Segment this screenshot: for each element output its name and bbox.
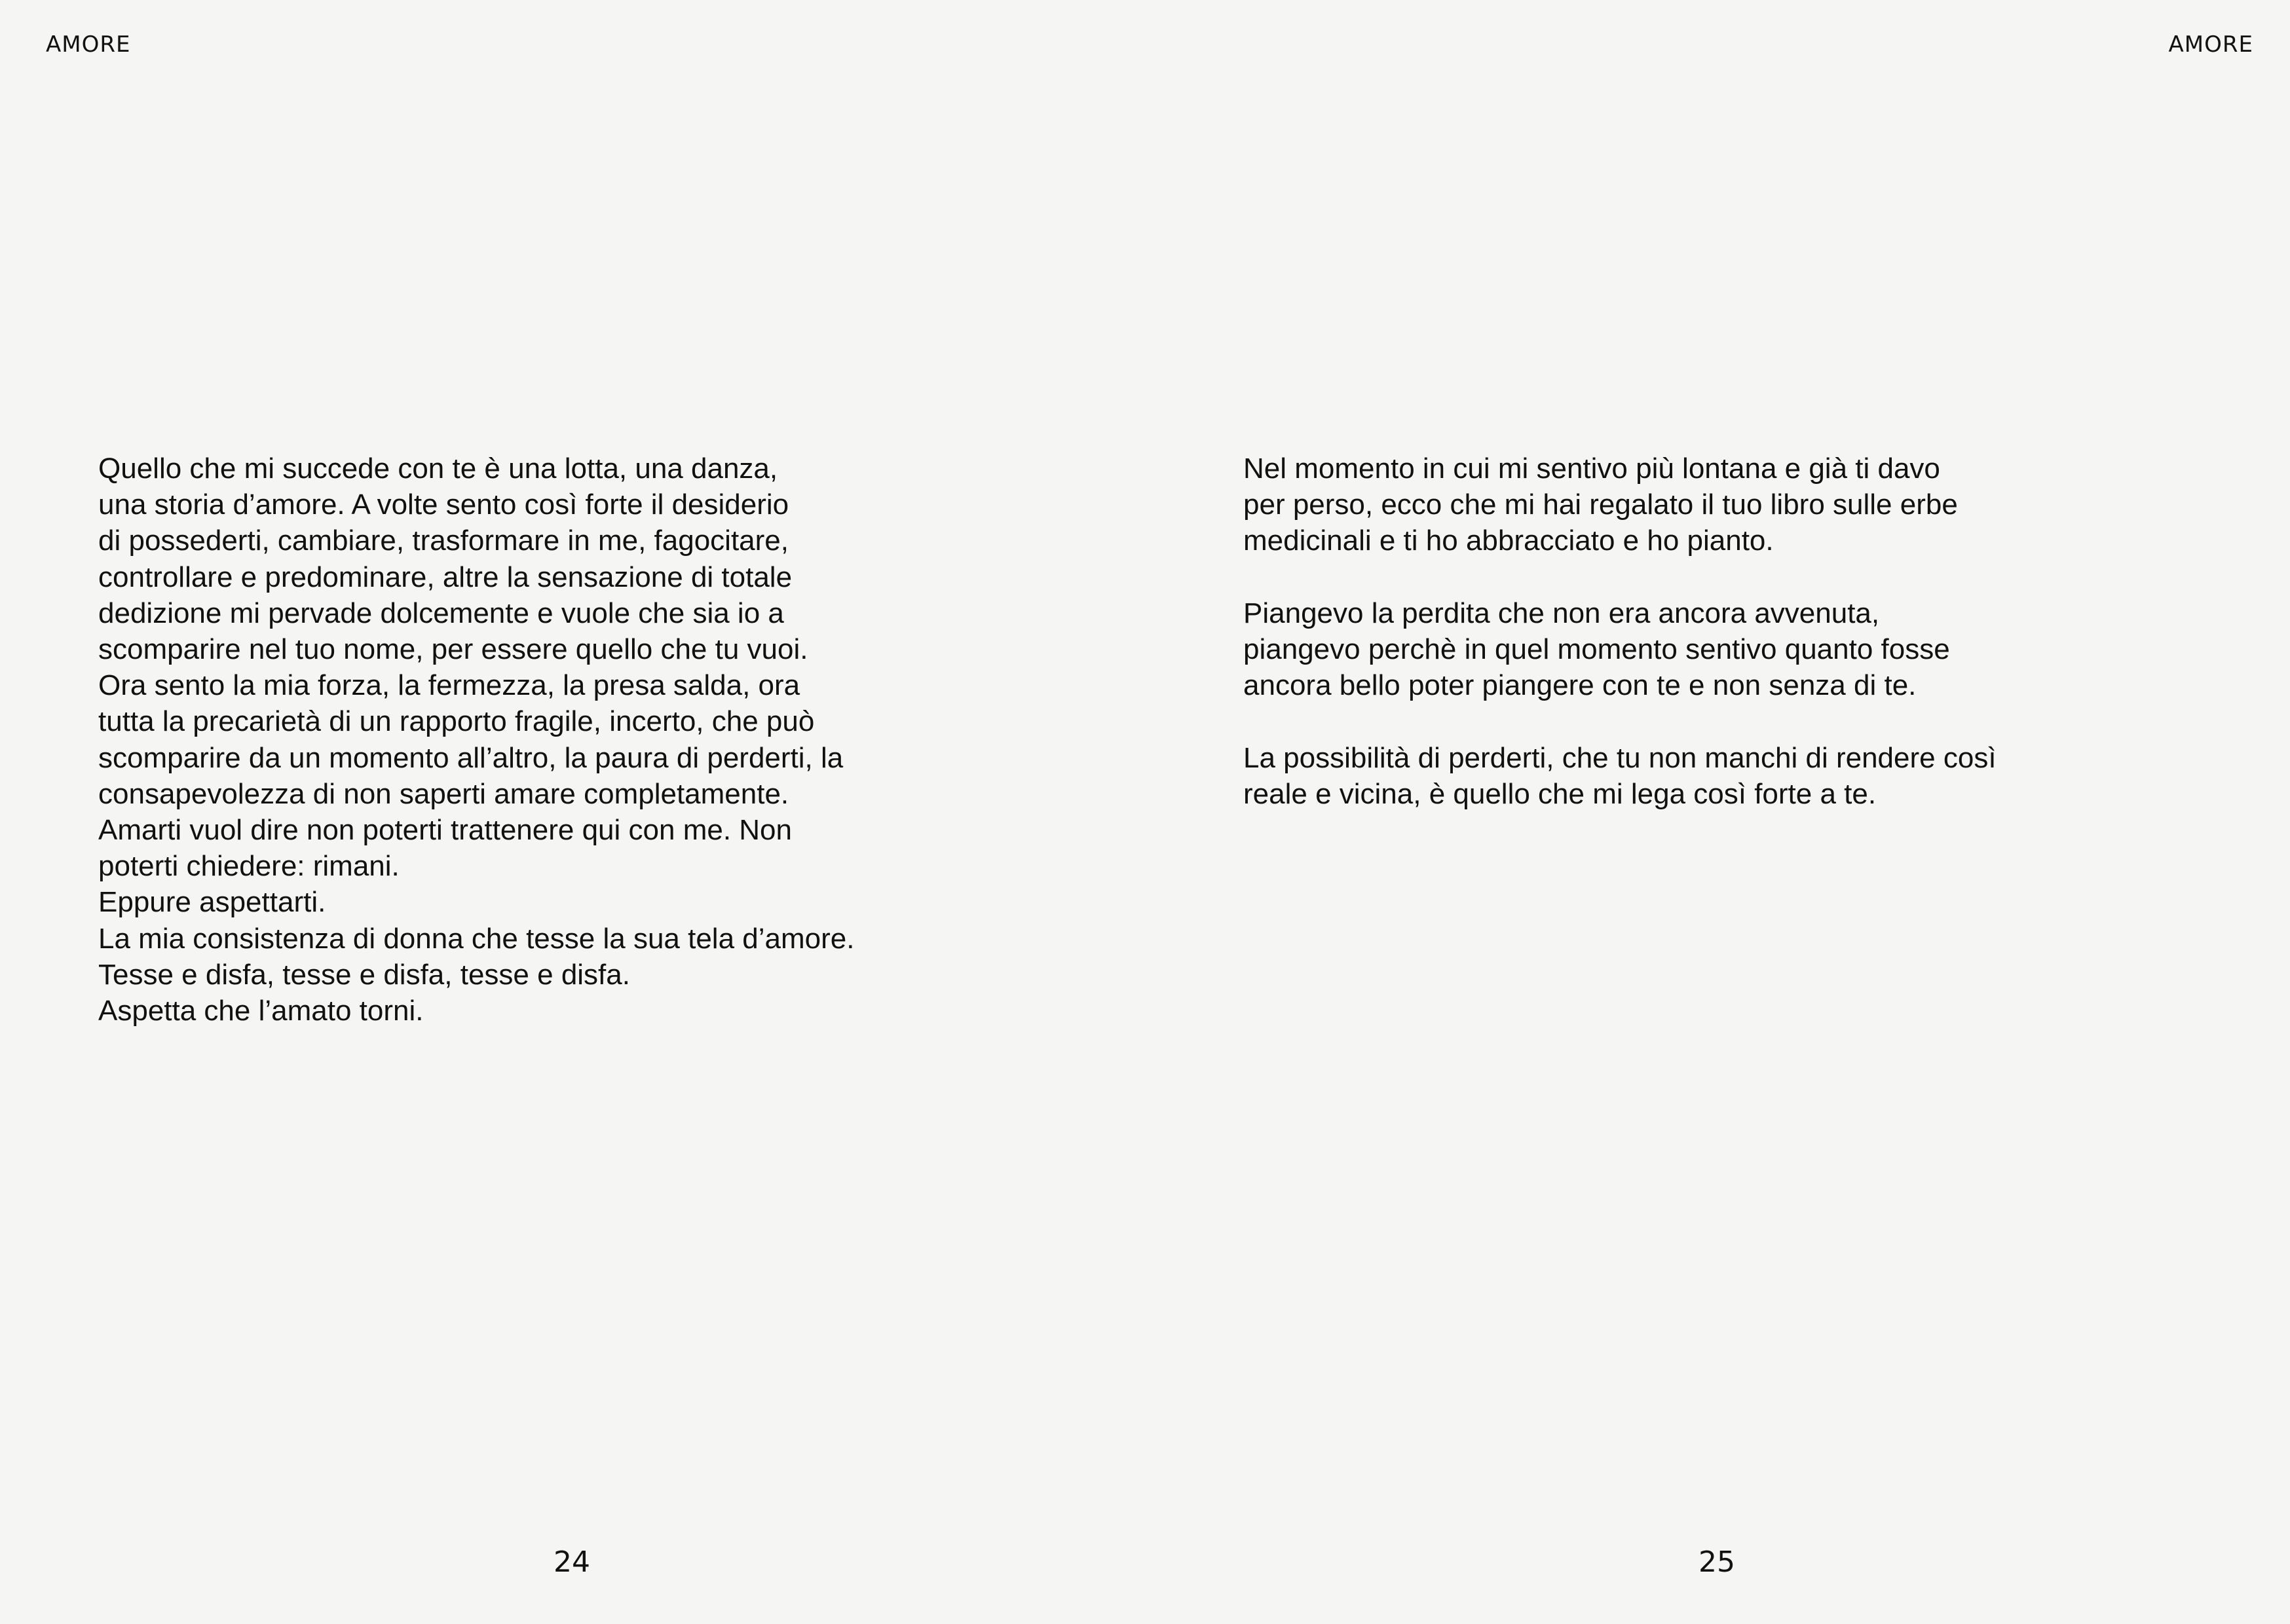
text-line: scomparire da un momento all’altro, la paura di perderti, la [98,741,844,774]
text-line: medicinali e ti ho abbracciato e ho pianto. [1243,525,1774,557]
text-line: Piangevo la perdita che non era ancora avvenuta, [1243,597,1880,629]
text-line: La possibilità di perderti, che tu non manchi di rendere così [1243,741,1997,774]
text-line: consapevolezza di non saperti amare completamente. [98,777,789,810]
text-line: Eppure aspettarti. [98,886,326,919]
text-line: dedizione mi pervade dolcemente e vuole che sia io a [98,597,784,629]
text-line: piangevo perchè in quel momento sentivo quanto fosse [1243,633,1950,665]
text-line: Nel momento in cui mi sentivo più lontana e già ti davo [1243,452,1940,485]
page-number-right: 25 [1699,1545,1735,1579]
text-line: scomparire nel tuo nome, per essere quello che tu vuoi. [98,633,808,666]
text-line: una storia d’amore. A volte sento così forte il desiderio [98,489,789,521]
text-line: ancora bello poter piangere con te e non senza di te. [1243,669,1917,702]
text-line: La mia consistenza di donna che tesse la sua tela d’amore. [98,922,855,955]
text-line: Ora sento la mia forza, la fermezza, la presa salda, ora [98,669,800,702]
text-line: Amarti vuol dire non poterti trattenere qui con me. Non [98,814,792,847]
page-number-left: 24 [554,1545,590,1579]
text-line: controllare e predominare, altre la sensazione di totale [98,561,793,593]
left-page-text [98,451,950,1029]
paragraph [1243,595,2095,704]
running-header-right: AMORE [2168,31,2253,58]
text-line: per perso, ecco che mi hai regalato il tuo libro sulle erbe [1243,489,1958,521]
text-line: Aspetta che l’amato torni. [98,995,424,1027]
right-page [1145,0,2290,1624]
running-header-left: AMORE [46,31,131,58]
text-line: di possederti, cambiare, trasformare in me, fagocitare, [98,525,789,557]
text-line: Quello che mi succede con te è una lotta, una danza, [98,452,778,485]
text-line: tutta la precarietà di un rapporto fragile, incerto, che può [98,705,815,738]
paragraph [1243,451,2095,559]
text-line: reale e vicina, è quello che mi lega così forte a te. [1243,777,1877,810]
text-line: poterti chiedere: rimani. [98,850,400,883]
right-page-text [1243,451,2095,812]
text-line: Tesse e disfa, tesse e disfa, tesse e disfa. [98,958,630,991]
paragraph [1243,740,2095,812]
